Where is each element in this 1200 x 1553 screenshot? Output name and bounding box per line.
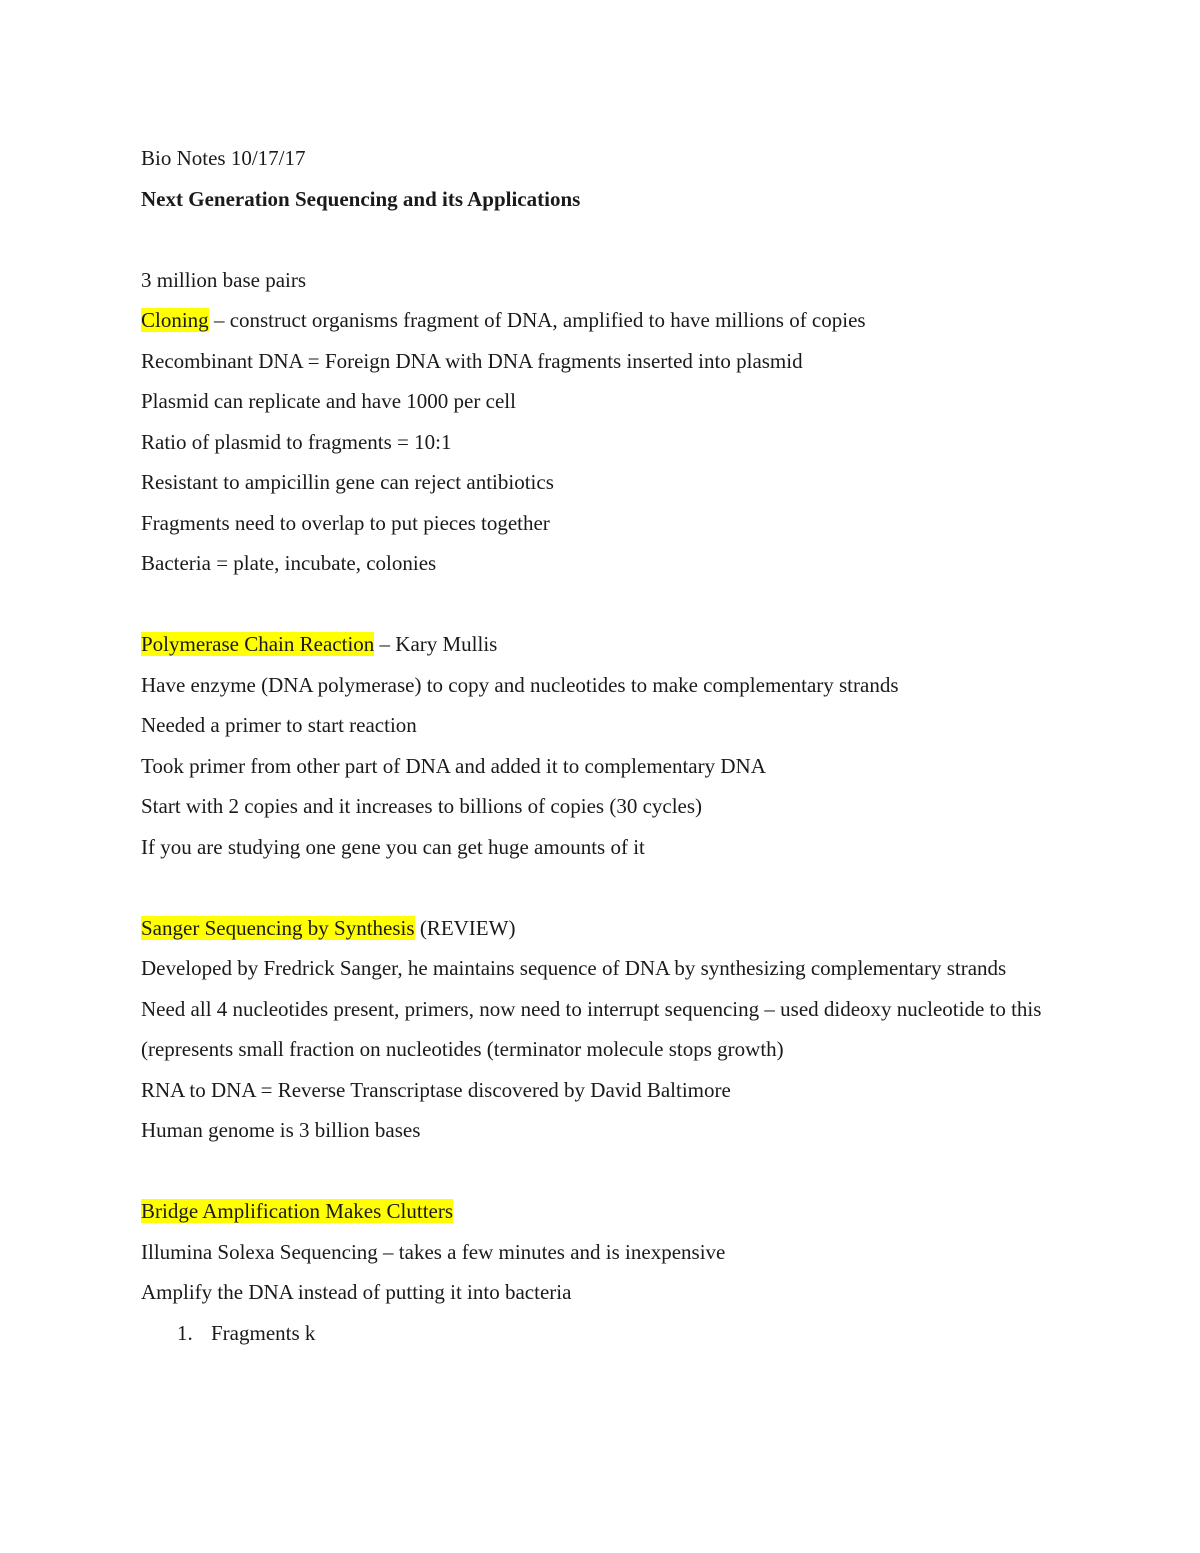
note-line: Have enzyme (DNA polymerase) to copy and nucleotides to make complementary strands — [141, 672, 899, 697]
note-paragraph: Developed by Fredrick Sanger, he maintains sequence of DNA by synthesizing complementary strands — [141, 956, 1007, 980]
document-body — [141, 138, 1061, 1353]
intro-line: 3 million base pairs — [141, 267, 307, 292]
heading-suffix: – Kary Mullis — [374, 632, 498, 656]
section-pcr — [141, 624, 1061, 867]
highlighted-term-pcr: Polymerase Chain Reaction — [141, 632, 375, 656]
highlighted-term-cloning: Cloning — [141, 308, 209, 332]
note-line: Took primer from other part of DNA and added it to complementary DNA — [141, 753, 766, 778]
note-line: Illumina Solexa Sequencing – takes a few minutes and is inexpensive — [141, 1239, 726, 1264]
section-bridge-amplification — [141, 1191, 1061, 1353]
section-heading-pcr — [141, 624, 1061, 665]
note-line: Recombinant DNA = Foreign DNA with DNA fragments inserted into plasmid — [141, 348, 803, 373]
blank-line — [141, 867, 1061, 908]
note-line: If you are studying one gene you can get huge amounts of it — [141, 834, 645, 859]
note-line: Needed a primer to start reaction — [141, 713, 417, 737]
section-heading-sanger — [141, 908, 1061, 949]
note-line: RNA to DNA = Reverse Transcriptase discovered by David Baltimore — [141, 1077, 731, 1102]
note-line: Plasmid can replicate and have 1000 per cell — [141, 389, 516, 413]
list-item-text: Fragments k — [211, 1320, 316, 1345]
section-cloning — [141, 260, 1061, 584]
note-line: Resistant to ampicillin gene can reject antibiotics — [141, 470, 554, 494]
list-item-number: 1. — [177, 1320, 193, 1345]
note-line: Bacteria = plate, incubate, colonies — [141, 551, 437, 575]
blank-line — [141, 219, 1061, 260]
heading-suffix: (REVIEW) — [414, 915, 516, 940]
highlighted-term-sanger: Sanger Sequencing by Synthesis — [141, 915, 415, 940]
section-heading-bridge — [141, 1191, 1061, 1232]
list-item — [141, 1313, 1061, 1354]
note-line: Fragments need to overlap to put pieces together — [141, 510, 550, 535]
document-title: Next Generation Sequencing and its Applications — [141, 186, 581, 211]
numbered-list — [141, 1313, 1061, 1354]
cloning-definition-text: – construct organisms fragment of DNA, amplified to have millions of copies — [208, 308, 866, 332]
blank-line — [141, 584, 1061, 625]
blank-line — [141, 1151, 1061, 1192]
note-line: Human genome is 3 billion bases — [141, 1118, 421, 1142]
note-paragraph: Need all 4 nucleotides present, primers, now need to interrupt sequencing – used dideoxy nucleotide to this (represents small fraction on nucleotides (terminator molecule stops growth) — [141, 996, 1042, 1061]
note-line: Amplify the DNA instead of putting it into bacteria — [141, 1280, 572, 1304]
section-sanger — [141, 908, 1061, 1151]
highlighted-term-bridge: Bridge Amplification Makes Clutters — [141, 1199, 454, 1223]
cloning-definition — [141, 300, 1061, 341]
note-line: Start with 2 copies and it increases to billions of copies (30 cycles) — [141, 794, 703, 818]
note-line: Ratio of plasmid to fragments = 10:1 — [141, 429, 452, 454]
date-line: Bio Notes 10/17/17 — [141, 146, 306, 170]
